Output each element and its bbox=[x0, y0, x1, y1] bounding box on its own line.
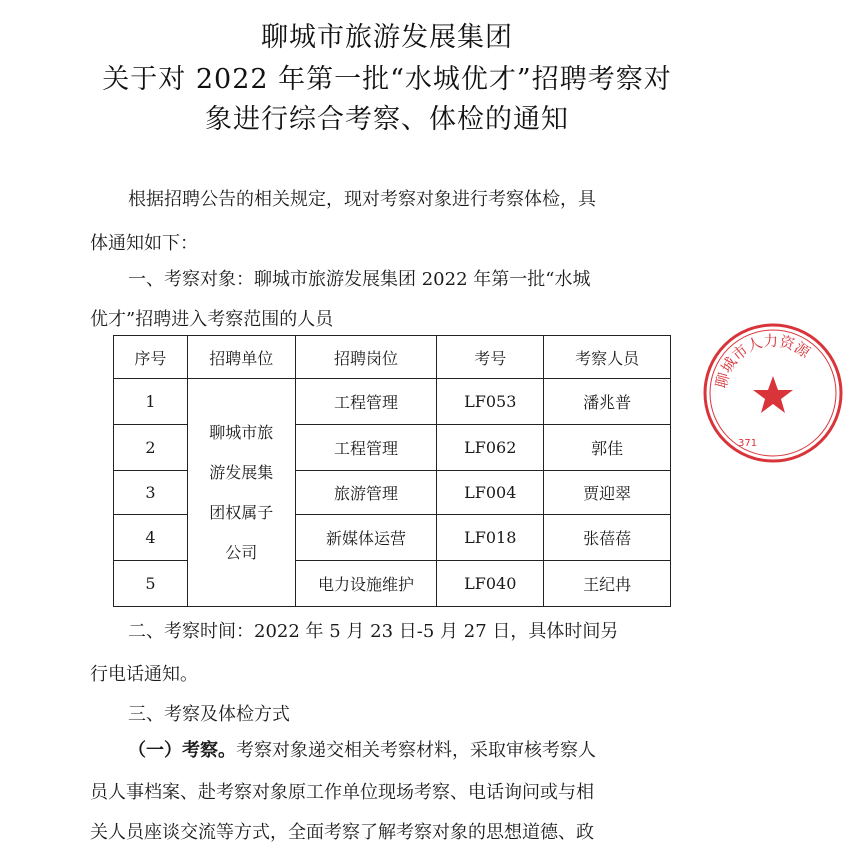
section-3-sub-1-line-3: 关人员座谈交流等方式，全面考察了解考察对象的思想道德、政 bbox=[90, 822, 594, 843]
row-person: 贾迎翠 bbox=[544, 471, 671, 515]
unit-line: 游发展集 bbox=[209, 462, 274, 482]
table-header-row bbox=[114, 336, 671, 379]
row-person: 潘兆普 bbox=[544, 379, 671, 425]
header-unit: 招聘单位 bbox=[187, 336, 295, 379]
document-title-line-3: 象进行综合考察、体检的通知 bbox=[205, 104, 569, 135]
unit-line: 公司 bbox=[225, 542, 258, 562]
seal-outer-ring bbox=[705, 325, 841, 461]
section-2-line-1: 二、考察时间：2022 年 5 月 23 日-5 月 27 日，具体时间另 bbox=[128, 621, 619, 642]
section-1-line-2: 优才”招聘进入考察范围的人员 bbox=[90, 309, 334, 330]
row-exam-id: LF053 bbox=[437, 379, 544, 425]
row-person: 王纪冉 bbox=[544, 561, 671, 607]
section-3-heading: 三、考察及体检方式 bbox=[128, 704, 290, 725]
row-post: 工程管理 bbox=[295, 379, 437, 425]
seal-inner-ring bbox=[710, 330, 836, 456]
seal-number: 371 bbox=[738, 438, 758, 449]
header-exam-id: 考号 bbox=[437, 336, 544, 379]
candidate-table bbox=[113, 335, 671, 607]
subsection-text: 考察对象递交相关考察材料，采取审核考察人 bbox=[236, 740, 596, 761]
row-serial: 4 bbox=[114, 515, 188, 561]
unit-line: 团权属子 bbox=[209, 502, 274, 522]
row-serial: 3 bbox=[114, 471, 188, 515]
header-person: 考察人员 bbox=[544, 336, 671, 379]
row-exam-id: LF018 bbox=[437, 515, 544, 561]
row-post: 新媒体运营 bbox=[295, 515, 437, 561]
row-serial: 1 bbox=[114, 379, 188, 425]
row-person: 张蓓蓓 bbox=[544, 515, 671, 561]
row-post: 电力设施维护 bbox=[295, 561, 437, 607]
row-exam-id: LF040 bbox=[437, 561, 544, 607]
subsection-label: （一）考察。 bbox=[128, 740, 236, 761]
seal-arc-text: 聊城市人力资源 bbox=[711, 331, 814, 390]
row-serial: 5 bbox=[114, 561, 188, 607]
document-title-line-2: 关于对 2022 年第一批“水城优才”招聘考察对 bbox=[102, 64, 672, 95]
section-3-sub-1-line-2: 员人事档案、赴考察对象原工作单位现场考察、电话询问或与相 bbox=[90, 782, 594, 803]
row-serial: 2 bbox=[114, 425, 188, 471]
row-post: 工程管理 bbox=[295, 425, 437, 471]
official-seal bbox=[698, 318, 848, 468]
document-title-line-1: 聊城市旅游发展集团 bbox=[261, 22, 513, 53]
row-exam-id: LF004 bbox=[437, 471, 544, 515]
header-serial: 序号 bbox=[114, 336, 188, 379]
table-row bbox=[114, 379, 671, 425]
header-post: 招聘岗位 bbox=[295, 336, 437, 379]
recruiting-unit-cell bbox=[187, 379, 295, 607]
row-post: 旅游管理 bbox=[295, 471, 437, 515]
section-2-line-2: 行电话通知。 bbox=[90, 664, 198, 685]
row-exam-id: LF062 bbox=[437, 425, 544, 471]
seal-star-icon bbox=[753, 376, 793, 413]
intro-paragraph-line-2: 体通知如下： bbox=[90, 233, 198, 254]
unit-line: 聊城市旅 bbox=[209, 422, 274, 442]
intro-paragraph-line-1: 根据招聘公告的相关规定，现对考察对象进行考察体检，具 bbox=[128, 189, 596, 210]
section-3-sub-1-line-1 bbox=[128, 736, 688, 766]
section-1-line-1: 一、考察对象：聊城市旅游发展集团 2022 年第一批“水城 bbox=[128, 269, 591, 290]
row-person: 郭佳 bbox=[544, 425, 671, 471]
